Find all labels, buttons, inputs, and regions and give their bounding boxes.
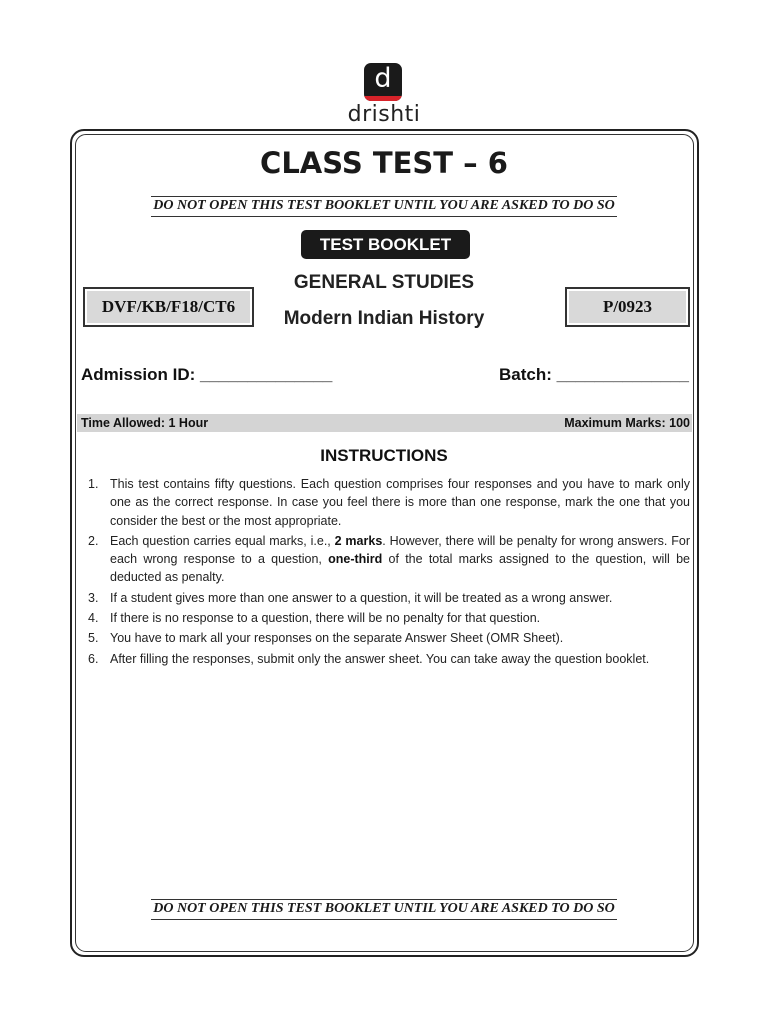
instruction-item: [86, 650, 690, 668]
instruction-item: [86, 532, 690, 587]
instruction-number: 4.: [88, 611, 99, 626]
instruction-bold-marks: 2 marks: [334, 533, 383, 548]
paper-code-box: P/0923: [565, 287, 690, 327]
admission-id-field: Admission ID: ______________: [81, 365, 333, 384]
booklet-code-box: DVF/KB/F18/CT6: [83, 287, 254, 327]
logo-wordmark: drishti: [347, 102, 421, 127]
page-title: CLASS TEST – 6: [260, 146, 508, 180]
batch-field: Batch: ______________: [499, 365, 689, 384]
time-allowed: Time Allowed: 1 Hour: [81, 416, 209, 430]
instruction-bold-penalty: one-third: [328, 552, 383, 567]
subject-name: Modern Indian History: [283, 308, 485, 329]
warning-bottom-text: DO NOT OPEN THIS TEST BOOKLET UNTIL YOU ARE ASKED TO DO SO: [151, 899, 617, 920]
instruction-text: This test contains fifty questions. Each question comprises four responses and you have to mark only one as the correct response. In case you feel there is more than one response, mark the one that you consider the best or the most appropriate.: [110, 477, 690, 528]
instruction-number: 2.: [88, 533, 99, 548]
subject-heading: GENERAL STUDIES: [293, 272, 475, 293]
maximum-marks: Maximum Marks: 100: [564, 416, 690, 430]
instructions-title: INSTRUCTIONS: [320, 446, 448, 465]
instructions-list: [86, 475, 690, 670]
instruction-text: After filling the responses, submit only the answer sheet. You can take away the question booklet.: [110, 651, 650, 666]
instruction-number: 3.: [88, 590, 99, 605]
drishti-logo: [0, 60, 768, 126]
instruction-text: If there is no response to a question, there will be no penalty for that question.: [110, 611, 541, 626]
instruction-item: [86, 475, 690, 530]
instruction-item: [86, 609, 690, 627]
instruction-number: 6.: [88, 651, 99, 666]
instruction-text-part: of the total marks assigned to the question, will be deducted as penalty.: [110, 552, 690, 585]
instruction-text-part: . However, there will be penalty for wrong answers. For each wrong response to a question,: [110, 533, 691, 567]
warning-bottom: [0, 899, 768, 920]
instruction-item: [86, 629, 690, 647]
instruction-text-part: Each question carries equal marks, i.e.,: [110, 533, 335, 548]
logo-mark: [364, 63, 402, 101]
instruction-item: [86, 589, 690, 607]
logo-glyph: d: [374, 63, 392, 94]
warning-top-text: DO NOT OPEN THIS TEST BOOKLET UNTIL YOU ARE ASKED TO DO SO: [151, 196, 617, 217]
instruction-number: 1.: [88, 477, 99, 491]
logo-accent-stripe: [364, 96, 402, 101]
warning-top: [0, 196, 768, 217]
instruction-number: 5.: [88, 631, 99, 646]
test-booklet-label: TEST BOOKLET: [301, 230, 470, 259]
instruction-text: You have to mark all your responses on the separate Answer Sheet (OMR Sheet).: [110, 631, 564, 646]
instruction-text: If a student gives more than one answer to a question, it will be treated as a wrong answer.: [110, 590, 613, 605]
